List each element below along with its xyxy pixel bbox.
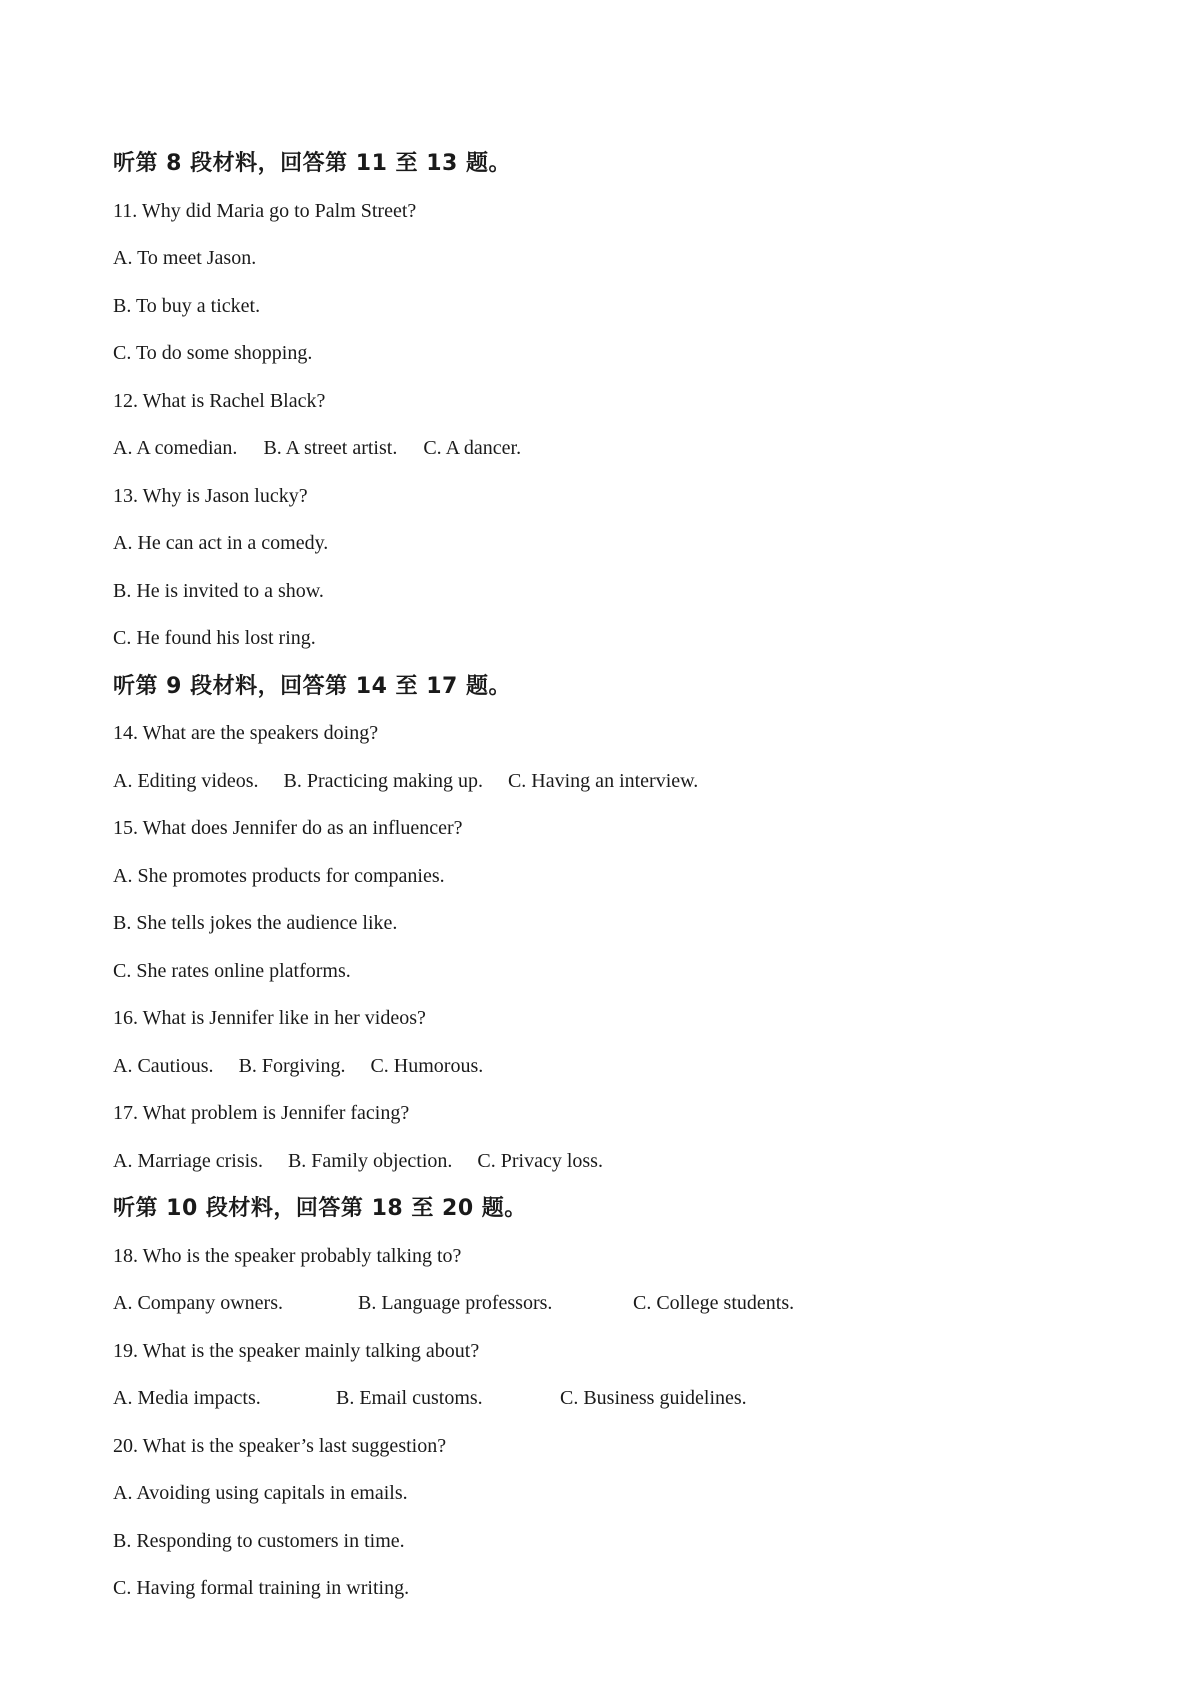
question-stem: 19. What is the speaker mainly talking about? [113,1339,480,1362]
answer-option: A. Marriage crisis. [113,1149,263,1172]
answer-option: C. Having formal training in writing. [113,1577,410,1599]
question-stem: 13. Why is Jason lucky? [113,484,308,507]
question-stem: 14. What are the speakers doing? [113,722,379,744]
question-stem: 16. What is Jennifer like in her videos? [113,1007,426,1029]
answer-option: A. Media impacts. [113,1387,261,1409]
answer-option: C. College students. [633,1292,795,1314]
answer-option: B. Practicing making up. [283,769,483,792]
answer-option: A. Editing videos. [113,769,259,792]
answer-option: A. He can act in a comedy. [113,532,329,554]
answer-option: C. Humorous. [370,1054,484,1077]
option-row [113,1043,1113,1091]
section-heading: 听第 8 段材料，回答第 11 至 13 题。 [113,151,511,176]
question-stem: 18. Who is the speaker probably talking to? [113,1244,462,1267]
answer-option: B. She tells jokes the audience like. [113,912,398,934]
answer-option: B. Forgiving. [238,1054,346,1077]
answer-option: A. Avoiding using capitals in emails. [113,1482,408,1504]
answer-option: C. Having an interview. [507,769,699,792]
option-row [113,1138,1113,1186]
question-stem: 17. What problem is Jennifer facing? [113,1102,410,1124]
question-stem: 15. What does Jennifer do as an influencer? [113,817,463,839]
listening-questions [113,140,1113,1613]
option-row [113,758,1113,806]
section-heading: 听第 9 段材料，回答第 14 至 17 题。 [113,673,511,699]
answer-option: B. To buy a ticket. [113,294,261,317]
option-row [113,425,1113,473]
answer-option: C. To do some shopping. [113,342,313,364]
answer-option: C. Privacy loss. [477,1149,603,1172]
section-heading: 听第 10 段材料，回答第 18 至 20 题。 [113,1196,527,1221]
answer-option: C. She rates online platforms. [113,959,351,982]
answer-option: B. Email customs. [336,1387,483,1409]
answer-option: A. Cautious. [113,1054,214,1077]
option-row [113,1280,1113,1328]
answer-option: C. He found his lost ring. [113,627,316,649]
answer-option: C. Business guidelines. [560,1387,747,1409]
question-stem: 11. Why did Maria go to Palm Street? [113,199,417,222]
answer-option: A. Company owners. [113,1292,283,1314]
option-row [113,1375,1113,1423]
question-stem: 20. What is the speaker’s last suggestion? [113,1434,447,1457]
answer-option: B. Language professors. [358,1292,553,1314]
answer-option: B. He is invited to a show. [113,579,324,602]
answer-option: C. A dancer. [423,437,522,459]
answer-option: B. Responding to customers in time. [113,1529,405,1552]
answer-option: A. To meet Jason. [113,247,257,269]
answer-option: A. A comedian. [113,437,238,459]
answer-option: B. Family objection. [287,1149,453,1172]
answer-option: A. She promotes products for companies. [113,864,445,887]
question-stem: 12. What is Rachel Black? [113,389,326,412]
answer-option: B. A street artist. [263,437,398,459]
